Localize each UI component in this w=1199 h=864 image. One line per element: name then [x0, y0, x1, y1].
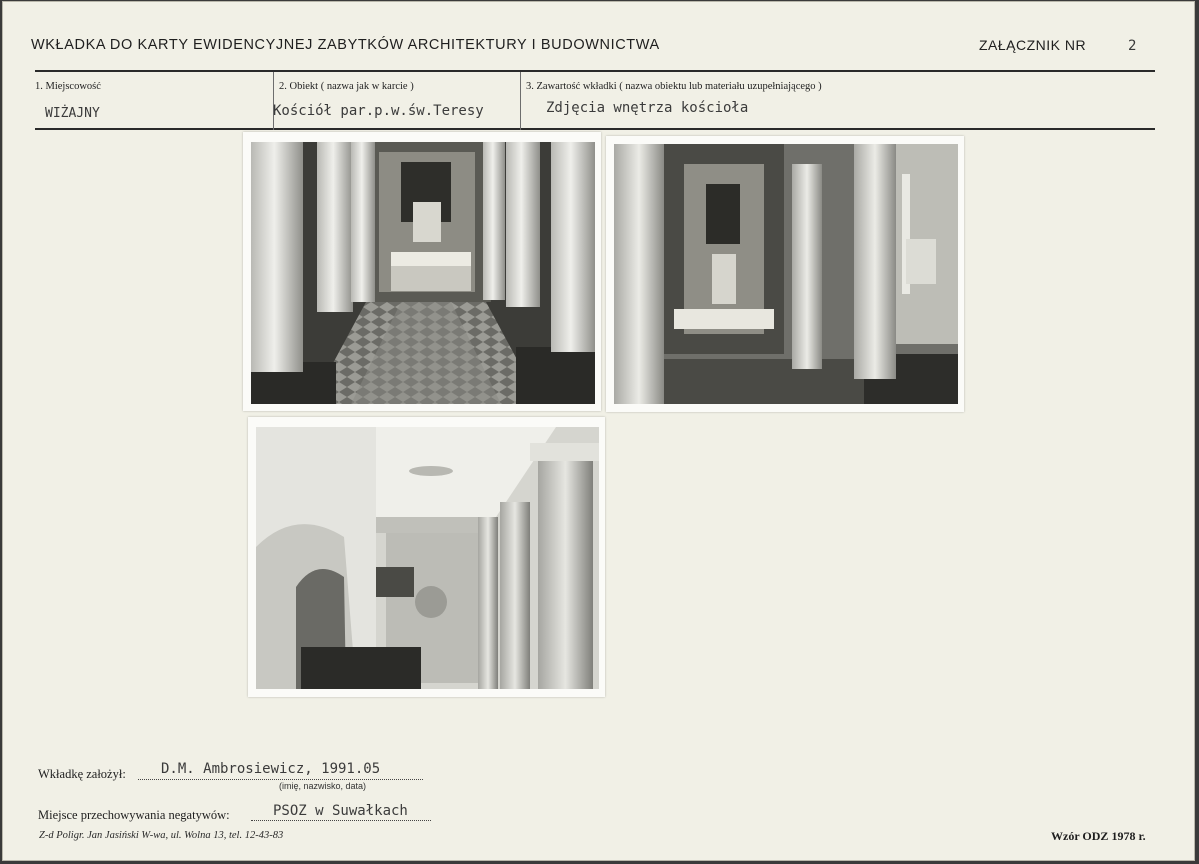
- header-rule-bottom: [35, 128, 1155, 130]
- storage-dotted-line: [251, 819, 431, 821]
- content-value: Zdjęcia wnętrza kościoła: [546, 100, 749, 116]
- printer-imprint: Z-d Poligr. Jan Jasiński W-wa, ul. Wolna 13, tel. 12-43-83: [39, 830, 284, 841]
- locality-label: 1. Miejscowość: [35, 81, 101, 92]
- locality-value: WIŻAJNY: [45, 106, 100, 121]
- photo-side-aisle-altar: [606, 136, 964, 412]
- header-rule-top: [35, 70, 1155, 72]
- photo-nave-altar: [243, 132, 601, 411]
- photo-side-aisle-columns: [248, 417, 605, 697]
- author-caption: (imię, nazwisko, data): [279, 781, 367, 791]
- annex-label: ZAŁĄCZNIK NR: [979, 37, 1087, 53]
- annex-number: 2: [1128, 38, 1137, 54]
- document-title: WKŁADKA DO KARTY EWIDENCYJNEJ ZABYTKÓW ARCHITEKTURY I BUDOWNICTWA: [31, 37, 660, 53]
- photo-nave-altar-image: [251, 142, 595, 404]
- object-label: 2. Obiekt ( nazwa jak w karcie ): [279, 81, 414, 92]
- author-dotted-line: [138, 778, 423, 780]
- column-divider-1: [273, 72, 274, 130]
- photo-side-aisle-columns-image: [256, 427, 599, 689]
- column-divider-2: [520, 72, 521, 130]
- storage-label: Miejsce przechowywania negatywów:: [38, 808, 230, 822]
- content-label: 3. Zawartość wkładki ( nazwa obiektu lub materiału uzupełniającego ): [526, 81, 822, 92]
- photo-side-aisle-altar-image: [614, 144, 958, 404]
- storage-value: PSOZ w Suwałkach: [273, 803, 408, 819]
- author-value: D.M. Ambrosiewicz, 1991.05: [161, 761, 381, 777]
- form-pattern: Wzór ODZ 1978 r.: [1051, 829, 1146, 843]
- object-value: Kościół par.p.w.św.Teresy: [273, 103, 484, 119]
- record-sheet: [2, 1, 1195, 861]
- author-label: Wkładkę założył:: [38, 767, 126, 781]
